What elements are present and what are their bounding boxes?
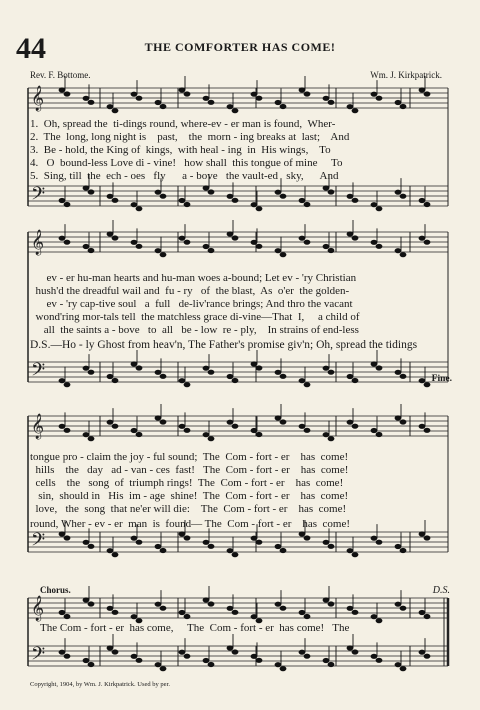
- note-head: [64, 382, 71, 387]
- note-head: [275, 602, 282, 607]
- note-head: [400, 374, 407, 379]
- note-head: [304, 654, 311, 659]
- note-head: [179, 87, 186, 92]
- note-head: [419, 236, 426, 241]
- note-head: [208, 662, 215, 667]
- note-head: [88, 436, 95, 441]
- note-head: [155, 602, 162, 607]
- note-head: [227, 104, 234, 109]
- bass-clef-icon: 𝄢: [31, 184, 46, 209]
- note-head: [112, 424, 119, 429]
- note-head: [64, 240, 71, 245]
- note-head: [131, 92, 138, 97]
- note-head: [352, 235, 359, 240]
- note-head: [179, 650, 186, 655]
- chorus-lyric: The Com - fort - er has come, The Com - fort - er has come! The: [40, 622, 350, 634]
- note-head: [136, 365, 143, 370]
- note-head: [299, 378, 306, 383]
- note-head: [208, 189, 215, 194]
- note-head: [112, 198, 119, 203]
- note-head: [347, 194, 354, 199]
- note-head: [280, 419, 287, 424]
- note-head: [419, 87, 426, 92]
- note-head: [280, 252, 287, 257]
- note-head: [347, 374, 354, 379]
- verse-line-3: 3. Be - hold, the King of kings, with heal - ing in His wings, To: [30, 144, 331, 156]
- note-head: [251, 654, 258, 659]
- note-head: [88, 248, 95, 253]
- note-head: [280, 104, 287, 109]
- note-head: [275, 415, 282, 420]
- note-head: [232, 552, 239, 557]
- note-head: [227, 645, 234, 650]
- note-head: [136, 206, 143, 211]
- note-head: [155, 662, 162, 667]
- note-head: [328, 370, 335, 375]
- note-head: [88, 100, 95, 105]
- note-head: [395, 190, 402, 195]
- note-head: [131, 536, 138, 541]
- note-head: [400, 419, 407, 424]
- note-head: [59, 610, 66, 615]
- note-head: [83, 244, 90, 249]
- note-head: [376, 206, 383, 211]
- treble-clef-icon: 𝄞: [31, 230, 45, 255]
- note-head: [323, 244, 330, 249]
- note-head: [203, 597, 210, 602]
- note-head: [232, 424, 239, 429]
- note-head: [256, 365, 263, 370]
- note-head: [424, 91, 431, 96]
- note-head: [419, 610, 426, 615]
- note-head: [179, 610, 186, 615]
- chorus-label: Chorus.: [40, 585, 71, 595]
- bass-clef-icon: 𝄢: [31, 530, 46, 555]
- note-head: [208, 248, 215, 253]
- note-head: [227, 606, 234, 611]
- note-head: [371, 361, 378, 366]
- note-head: [323, 658, 330, 663]
- note-head: [323, 185, 330, 190]
- ds-refrain-line: D.S.—Ho - ly Ghost from heav'n, The Father's promise giv'n; Oh, spread the tidings: [30, 339, 418, 351]
- note-head: [155, 370, 162, 375]
- treble-clef-icon: 𝄞: [31, 596, 45, 621]
- note-head: [155, 544, 162, 549]
- verse-line-1: ev - er hu-man hearts and hu-man woes a-bound; Let ev - 'ry Christian: [30, 272, 357, 284]
- note-head: [275, 190, 282, 195]
- note-head: [88, 370, 95, 375]
- note-head: [232, 649, 239, 654]
- note-head: [251, 240, 258, 245]
- note-head: [131, 202, 138, 207]
- note-head: [160, 548, 167, 553]
- note-head: [352, 610, 359, 615]
- note-head: [160, 104, 167, 109]
- ds-mark: D.S.: [432, 585, 450, 596]
- note-head: [203, 658, 210, 663]
- note-head: [400, 194, 407, 199]
- note-head: [304, 614, 311, 619]
- note-head: [232, 378, 239, 383]
- note-head: [251, 536, 258, 541]
- note-head: [59, 650, 66, 655]
- note-head: [208, 370, 215, 375]
- bass-clef-icon: 𝄢: [31, 644, 46, 669]
- note-head: [112, 552, 119, 557]
- note-head: [347, 104, 354, 109]
- note-head: [59, 198, 66, 203]
- note-head: [352, 108, 359, 113]
- note-head: [299, 87, 306, 92]
- note-head: [88, 662, 95, 667]
- note-head: [59, 378, 66, 383]
- verse-line-2: hush'd the dreadful wail and fu - ry of the blast, As o'er the golden-: [30, 285, 350, 297]
- note-head: [275, 248, 282, 253]
- note-head: [64, 614, 71, 619]
- note-head: [400, 104, 407, 109]
- note-head: [88, 544, 95, 549]
- note-head: [208, 100, 215, 105]
- note-head: [328, 189, 335, 194]
- note-head: [83, 432, 90, 437]
- note-head: [400, 606, 407, 611]
- note-head: [299, 198, 306, 203]
- note-head: [83, 96, 90, 101]
- note-head: [323, 540, 330, 545]
- hymn-number: 44: [16, 32, 46, 65]
- note-head: [323, 432, 330, 437]
- note-head: [347, 645, 354, 650]
- note-head: [395, 662, 402, 667]
- note-head: [160, 194, 167, 199]
- verse-line-4: wond'ring mor-tals tell the matchless grace di-vine—That I, a child of: [30, 311, 360, 323]
- note-head: [256, 540, 263, 545]
- note-head: [160, 419, 167, 424]
- note-head: [376, 540, 383, 545]
- note-head: [424, 240, 431, 245]
- note-head: [203, 185, 210, 190]
- note-head: [203, 540, 210, 545]
- verse-line-5: 5. Sing, till the ech - oes fly a - bove the vault-ed sky, And: [30, 170, 339, 182]
- note-head: [64, 428, 71, 433]
- note-head: [203, 96, 210, 101]
- note-head: [131, 654, 138, 659]
- note-head: [376, 432, 383, 437]
- note-head: [136, 96, 143, 101]
- note-head: [395, 100, 402, 105]
- note-head: [419, 650, 426, 655]
- note-head: [395, 370, 402, 375]
- note-head: [227, 194, 234, 199]
- note-head: [299, 610, 306, 615]
- note-head: [227, 374, 234, 379]
- note-head: [107, 420, 114, 425]
- note-head: [424, 535, 431, 540]
- note-head: [155, 100, 162, 105]
- note-head: [400, 666, 407, 671]
- note-head: [256, 206, 263, 211]
- note-head: [83, 658, 90, 663]
- note-head: [83, 540, 90, 545]
- note-head: [208, 436, 215, 441]
- note-head: [328, 248, 335, 253]
- treble-clef-icon: 𝄞: [31, 414, 45, 439]
- copyright-notice: Copyright, 1904, by Wm. J. Kirkpatrick. Used by per.: [30, 681, 170, 688]
- note-head: [88, 601, 95, 606]
- note-head: [251, 92, 258, 97]
- note-head: [419, 198, 426, 203]
- note-head: [83, 185, 90, 190]
- note-head: [155, 248, 162, 253]
- verse-line-5: all the saints a - bove to all be - low re - ply, In strains of end-less: [30, 324, 359, 336]
- note-head: [352, 649, 359, 654]
- note-head: [275, 370, 282, 375]
- bass-clef-icon: 𝄢: [31, 360, 46, 385]
- note-head: [112, 378, 119, 383]
- note-head: [304, 428, 311, 433]
- note-head: [208, 544, 215, 549]
- note-head: [328, 100, 335, 105]
- note-head: [107, 194, 114, 199]
- note-head: [395, 544, 402, 549]
- note-head: [424, 382, 431, 387]
- note-head: [107, 104, 114, 109]
- note-head: [251, 361, 258, 366]
- note-head: [208, 601, 215, 606]
- note-head: [160, 666, 167, 671]
- note-head: [88, 189, 95, 194]
- verse-line-1: 1. Oh, spread the ti-dings round, where-ev - er man is found, Wher-: [30, 118, 336, 130]
- note-head: [107, 374, 114, 379]
- note-head: [395, 415, 402, 420]
- note-head: [131, 361, 138, 366]
- note-head: [424, 428, 431, 433]
- note-head: [59, 87, 66, 92]
- note-head: [184, 240, 191, 245]
- note-head: [160, 252, 167, 257]
- verse-line-4: 4. O bound-less Love di - vine! how shall this tongue of mine To: [30, 157, 343, 169]
- note-head: [160, 606, 167, 611]
- fine-mark: Fine.: [431, 374, 452, 384]
- note-head: [371, 536, 378, 541]
- hymn-title: THE COMFORTER HAS COME!: [144, 40, 336, 54]
- note-head: [107, 231, 114, 236]
- note-head: [184, 654, 191, 659]
- note-head: [299, 236, 306, 241]
- note-head: [136, 540, 143, 545]
- note-head: [256, 96, 263, 101]
- treble-clef-icon: 𝄞: [31, 86, 45, 111]
- note-head: [424, 202, 431, 207]
- note-head: [328, 544, 335, 549]
- note-head: [352, 424, 359, 429]
- note-head: [131, 428, 138, 433]
- note-head: [232, 108, 239, 113]
- note-head: [251, 202, 258, 207]
- note-head: [184, 614, 191, 619]
- note-head: [64, 654, 71, 659]
- note-head: [275, 662, 282, 667]
- note-head: [179, 378, 186, 383]
- verse-line-3: cells the song of triumph rings! The Com - fort - er has come!: [30, 477, 344, 489]
- author-credit: Rev. F. Bottome.: [30, 70, 91, 80]
- note-head: [184, 535, 191, 540]
- note-head: [371, 428, 378, 433]
- note-head: [155, 415, 162, 420]
- note-head: [107, 645, 114, 650]
- verse-line-2: hills the day ad - van - ces fast! The Com - fort - er has come!: [30, 464, 349, 476]
- note-head: [232, 235, 239, 240]
- note-head: [376, 96, 383, 101]
- note-head: [227, 231, 234, 236]
- note-head: [376, 365, 383, 370]
- note-head: [131, 240, 138, 245]
- note-head: [275, 544, 282, 549]
- note-head: [107, 548, 114, 553]
- note-head: [371, 202, 378, 207]
- note-head: [256, 658, 263, 663]
- note-head: [323, 96, 330, 101]
- note-head: [59, 236, 66, 241]
- note-head: [112, 610, 119, 615]
- note-head: [299, 531, 306, 536]
- verse-line-2: 2. The long, long night is past, the morn - ing breaks at last; And: [30, 131, 350, 143]
- verse-line-5: love, the song that ne'er will die: The Com - fort - er has come!: [30, 503, 347, 515]
- note-head: [304, 535, 311, 540]
- note-head: [256, 244, 263, 249]
- note-head: [280, 666, 287, 671]
- note-head: [400, 548, 407, 553]
- note-head: [275, 100, 282, 105]
- note-head: [304, 202, 311, 207]
- note-head: [107, 606, 114, 611]
- note-head: [184, 382, 191, 387]
- note-head: [328, 436, 335, 441]
- note-head: [299, 650, 306, 655]
- note-head: [424, 614, 431, 619]
- note-head: [251, 614, 258, 619]
- note-head: [83, 366, 90, 371]
- note-head: [155, 190, 162, 195]
- verse-line-1: tongue pro - claim the joy - ful sound; The Com - fort - er has come!: [30, 451, 349, 463]
- note-head: [352, 552, 359, 557]
- note-head: [424, 654, 431, 659]
- note-head: [136, 244, 143, 249]
- note-head: [323, 366, 330, 371]
- note-head: [347, 606, 354, 611]
- note-head: [371, 614, 378, 619]
- note-head: [347, 420, 354, 425]
- verse-line-4: sin, should in His im - age shine! The Com - fort - er has come!: [30, 490, 349, 502]
- note-head: [256, 432, 263, 437]
- verse-line-3: ev - 'ry cap-tive soul a full de-liv'rance brings; And thro the vacant: [30, 298, 353, 310]
- composer-credit: Wm. J. Kirkpatrick.: [370, 70, 442, 80]
- note-head: [419, 378, 426, 383]
- note-head: [232, 610, 239, 615]
- note-head: [280, 194, 287, 199]
- note-head: [347, 548, 354, 553]
- note-head: [376, 244, 383, 249]
- note-head: [64, 535, 71, 540]
- note-head: [179, 236, 186, 241]
- note-head: [328, 601, 335, 606]
- note-head: [64, 91, 71, 96]
- note-head: [184, 202, 191, 207]
- note-head: [376, 658, 383, 663]
- note-head: [304, 382, 311, 387]
- note-head: [227, 548, 234, 553]
- note-head: [184, 91, 191, 96]
- refrain-line: round, Wher - ev - er man is found— The Com - fort - er has come!: [30, 518, 351, 530]
- note-head: [280, 548, 287, 553]
- note-head: [371, 240, 378, 245]
- note-head: [184, 428, 191, 433]
- note-head: [136, 658, 143, 663]
- note-head: [227, 420, 234, 425]
- note-head: [64, 202, 71, 207]
- note-head: [131, 614, 138, 619]
- note-head: [160, 374, 167, 379]
- note-head: [395, 248, 402, 253]
- note-head: [347, 231, 354, 236]
- note-head: [136, 432, 143, 437]
- note-head: [59, 531, 66, 536]
- note-head: [280, 374, 287, 379]
- note-head: [112, 235, 119, 240]
- note-head: [203, 432, 210, 437]
- note-head: [179, 424, 186, 429]
- note-head: [203, 366, 210, 371]
- note-head: [323, 597, 330, 602]
- note-head: [203, 244, 210, 249]
- note-head: [83, 597, 90, 602]
- note-head: [352, 198, 359, 203]
- note-head: [395, 602, 402, 607]
- note-head: [179, 198, 186, 203]
- note-head: [419, 424, 426, 429]
- note-head: [304, 91, 311, 96]
- note-head: [179, 531, 186, 536]
- note-head: [59, 424, 66, 429]
- note-head: [251, 428, 258, 433]
- note-head: [112, 108, 119, 113]
- note-head: [280, 606, 287, 611]
- note-head: [419, 531, 426, 536]
- note-head: [304, 240, 311, 245]
- note-head: [352, 378, 359, 383]
- note-head: [232, 198, 239, 203]
- note-head: [112, 649, 119, 654]
- note-head: [299, 424, 306, 429]
- note-head: [371, 654, 378, 659]
- note-head: [400, 252, 407, 257]
- note-head: [371, 92, 378, 97]
- note-head: [328, 662, 335, 667]
